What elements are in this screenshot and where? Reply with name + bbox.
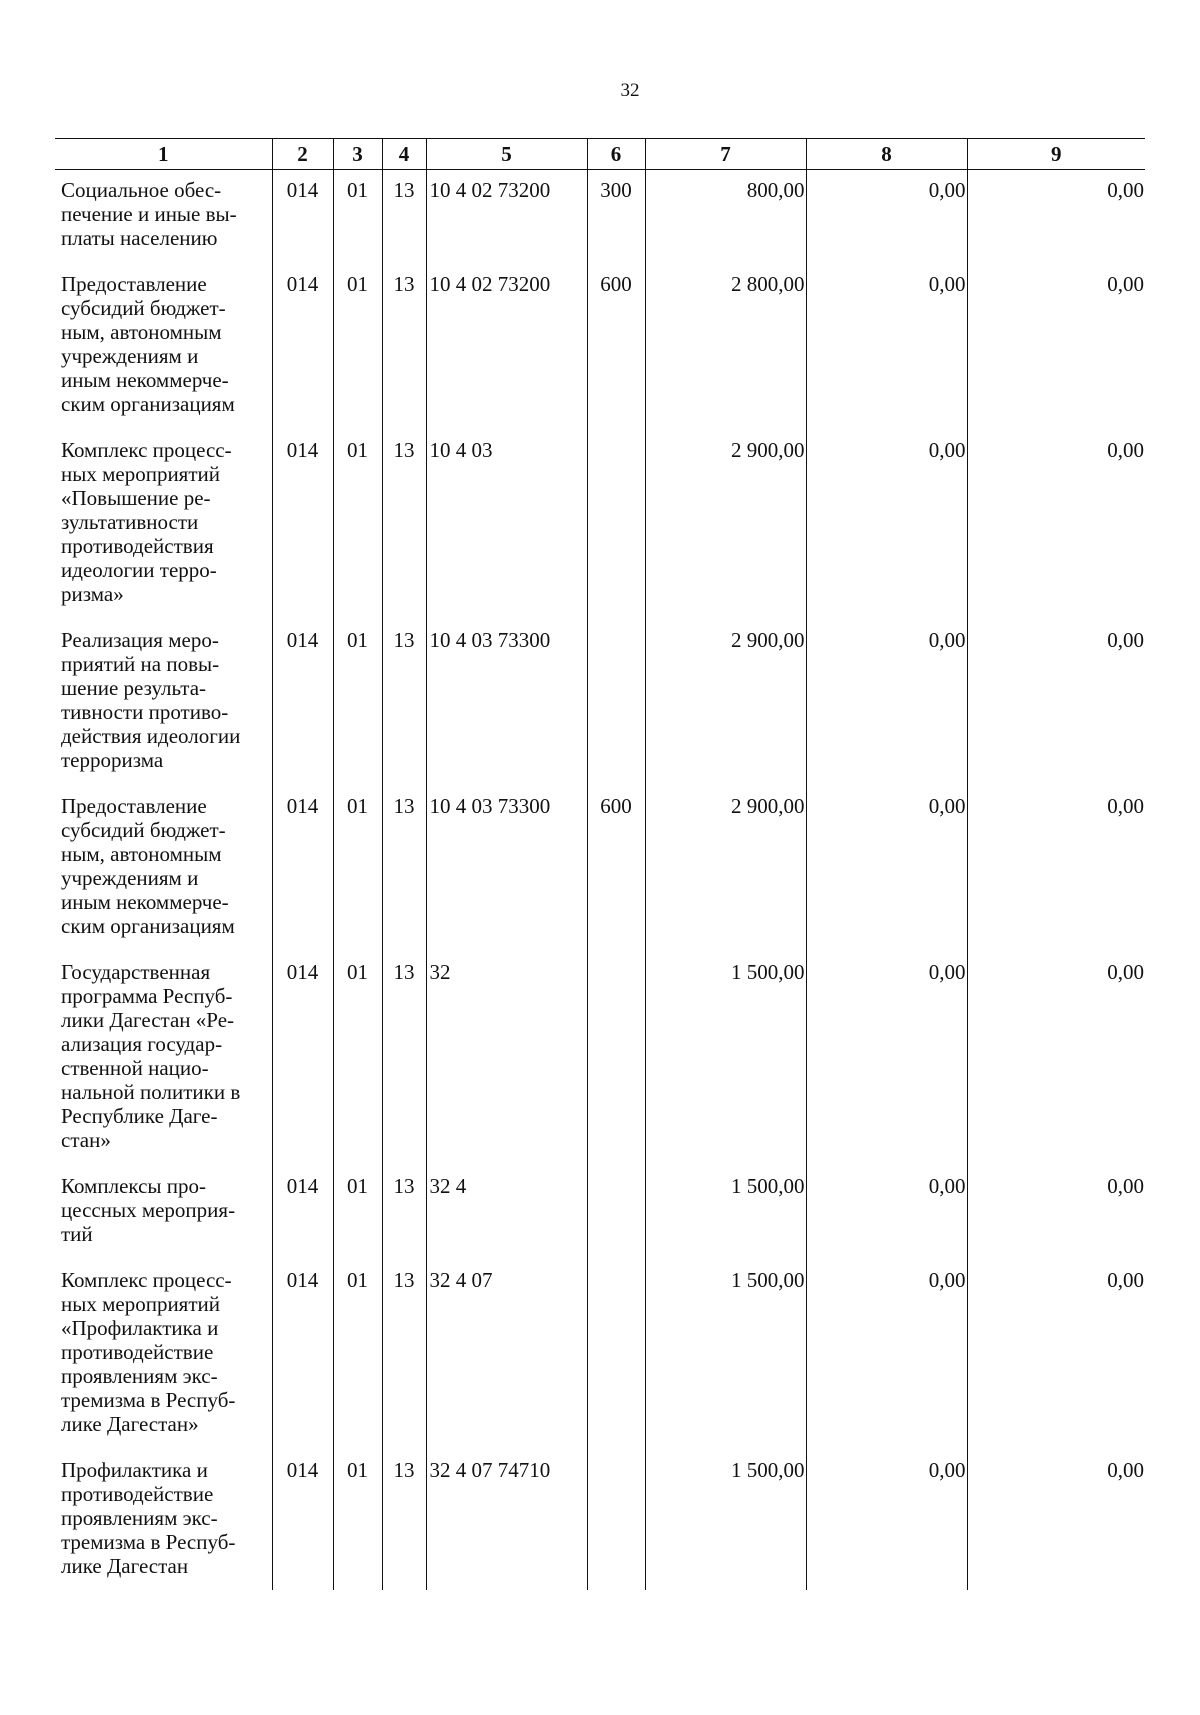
amount-col9-cell: [967, 620, 1145, 786]
amount-col8-text: 0,00: [928, 960, 966, 984]
section-code-text: 01: [347, 794, 368, 818]
expense-type-cell: [587, 1166, 645, 1260]
ministry-code-text: 014: [286, 628, 319, 652]
amount-col7-text: 2 900,00: [731, 438, 805, 462]
section-code-cell: [333, 1260, 382, 1450]
ministry-code-cell: [272, 1450, 333, 1590]
expense-name-cell: [55, 786, 272, 952]
section-code-text: 01: [347, 628, 368, 652]
target-article-text: 10 4 02 73200: [429, 178, 551, 202]
subsection-code-cell: [382, 952, 426, 1166]
page-number: 32: [620, 80, 640, 101]
amount-col7-cell: [645, 1260, 806, 1450]
section-code-cell: [333, 1450, 382, 1590]
target-article-cell: [426, 430, 587, 620]
section-code-text: 01: [347, 178, 368, 202]
column-header-6: 6: [587, 139, 645, 170]
expense-name-text: Комплексы про- цессных мероприя- тий: [61, 1174, 236, 1246]
amount-col9-cell: [967, 264, 1145, 430]
amount-col7-text: 1 500,00: [731, 1174, 805, 1198]
expense-name-text: Комплекс процесс- ных мероприятий «Профилактика и противодействие проявлениям экс- тремизма в Респуб- лике Дагестан»: [61, 1268, 236, 1436]
amount-col8-text: 0,00: [928, 178, 966, 202]
target-article-cell: [426, 786, 587, 952]
table-body: [55, 170, 1145, 1591]
section-code-cell: [333, 264, 382, 430]
amount-col9-text: 0,00: [1107, 1458, 1144, 1482]
ministry-code-text: 014: [286, 272, 319, 296]
expense-type-text: 600: [600, 272, 632, 296]
ministry-code-text: 014: [286, 438, 319, 462]
expense-name-text: Государственная программа Респуб- лики Дагестан «Ре- ализация государ- ственной нацио- нальной политики в Республике Даге- стан»: [61, 960, 241, 1152]
section-code-cell: [333, 786, 382, 952]
amount-col8-cell: [806, 264, 967, 430]
subsection-code-text: 13: [393, 438, 415, 462]
amount-col9-cell: [967, 1260, 1145, 1450]
target-article-cell: [426, 264, 587, 430]
amount-col9-cell: [967, 786, 1145, 952]
column-header-1: 1: [55, 139, 272, 170]
expense-name-cell: [55, 264, 272, 430]
subsection-code-text: 13: [393, 1458, 415, 1482]
amount-col9-cell: [967, 1166, 1145, 1260]
target-article-text: 32: [429, 960, 451, 984]
subsection-code-cell: [382, 1450, 426, 1590]
table-row: [55, 1260, 1145, 1450]
amount-col7-cell: [645, 264, 806, 430]
table-row: [55, 1450, 1145, 1590]
subsection-code-text: 13: [393, 1174, 415, 1198]
subsection-code-cell: [382, 1260, 426, 1450]
amount-col9-cell: [967, 170, 1145, 265]
ministry-code-cell: [272, 170, 333, 265]
expense-type-cell: [587, 430, 645, 620]
amount-col9-text: 0,00: [1107, 438, 1144, 462]
expense-name-cell: [55, 1166, 272, 1260]
expense-name-text: Комплекс процесс- ных мероприятий «Повышение ре- зультативности противодействия идеологии терро- ризма»: [61, 438, 232, 606]
ministry-code-cell: [272, 620, 333, 786]
column-header-8: 8: [806, 139, 967, 170]
expense-type-cell: [587, 620, 645, 786]
section-code-cell: [333, 952, 382, 1166]
expense-type-cell: [587, 786, 645, 952]
table-row: [55, 430, 1145, 620]
ministry-code-text: 014: [286, 1458, 319, 1482]
column-header-2: 2: [272, 139, 333, 170]
amount-col8-text: 0,00: [928, 438, 966, 462]
amount-col9-cell: [967, 952, 1145, 1166]
expense-name-text: Предоставление субсидий бюджет- ным, автономным учреждениям и иным некоммерче- ским организациям: [61, 794, 235, 938]
amount-col9-text: 0,00: [1107, 628, 1144, 652]
ministry-code-text: 014: [286, 794, 319, 818]
amount-col8-cell: [806, 620, 967, 786]
section-code-cell: [333, 430, 382, 620]
table-row: [55, 1166, 1145, 1260]
amount-col7-text: 800,00: [746, 178, 805, 202]
header-row: [55, 139, 1145, 170]
ministry-code-text: 014: [286, 1268, 319, 1292]
expense-type-cell: [587, 952, 645, 1166]
expense-name-cell: [55, 430, 272, 620]
target-article-text: 10 4 02 73200: [429, 272, 551, 296]
ministry-code-text: 014: [286, 178, 319, 202]
amount-col8-text: 0,00: [928, 1174, 966, 1198]
amount-col7-text: 2 800,00: [731, 272, 805, 296]
amount-col7-cell: [645, 786, 806, 952]
amount-col8-cell: [806, 1166, 967, 1260]
expense-name-cell: [55, 620, 272, 786]
amount-col9-text: 0,00: [1107, 272, 1144, 296]
target-article-text: 32 4 07: [429, 1268, 493, 1292]
amount-col9-cell: [967, 1450, 1145, 1590]
target-article-text: 10 4 03: [429, 438, 493, 462]
ministry-code-cell: [272, 1166, 333, 1260]
target-article-cell: [426, 620, 587, 786]
amount-col9-text: 0,00: [1107, 960, 1144, 984]
ministry-code-text: 014: [286, 960, 319, 984]
amount-col9-text: 0,00: [1107, 1174, 1144, 1198]
expense-name-text: Профилактика и противодействие проявлениям экс- тремизма в Респуб- лике Дагестан: [61, 1458, 236, 1578]
section-code-text: 01: [347, 1174, 368, 1198]
target-article-cell: [426, 170, 587, 265]
section-code-text: 01: [347, 1268, 368, 1292]
amount-col8-cell: [806, 1450, 967, 1590]
expense-name-cell: [55, 952, 272, 1166]
target-article-cell: [426, 1166, 587, 1260]
ministry-code-cell: [272, 952, 333, 1166]
expense-name-text: Социальное обес- печение и иные вы- платы населению: [61, 178, 237, 250]
ministry-code-cell: [272, 1260, 333, 1450]
amount-col8-cell: [806, 170, 967, 265]
expense-name-text: Реализация меро- приятий на повы- шение результа- тивности противо- действия идеологии терроризма: [61, 628, 241, 772]
section-code-cell: [333, 170, 382, 265]
expense-type-cell: [587, 264, 645, 430]
table-header: [55, 139, 1145, 170]
ministry-code-cell: [272, 264, 333, 430]
amount-col8-text: 0,00: [928, 272, 966, 296]
subsection-code-text: 13: [393, 1268, 415, 1292]
target-article-cell: [426, 1450, 587, 1590]
section-code-text: 01: [347, 960, 368, 984]
section-code-text: 01: [347, 1458, 368, 1482]
expense-name-cell: [55, 1260, 272, 1450]
amount-col7-cell: [645, 1450, 806, 1590]
target-article-cell: [426, 952, 587, 1166]
section-code-cell: [333, 620, 382, 786]
subsection-code-text: 13: [393, 628, 415, 652]
subsection-code-text: 13: [393, 178, 415, 202]
amount-col8-cell: [806, 952, 967, 1166]
ministry-code-cell: [272, 430, 333, 620]
amount-col7-cell: [645, 1166, 806, 1260]
amount-col7-text: 1 500,00: [731, 1268, 805, 1292]
budget-table: [55, 138, 1145, 1590]
amount-col8-cell: [806, 430, 967, 620]
amount-col8-text: 0,00: [928, 794, 966, 818]
subsection-code-text: 13: [393, 794, 415, 818]
target-article-text: 10 4 03 73300: [429, 628, 551, 652]
expense-type-cell: [587, 170, 645, 265]
target-article-text: 32 4 07 74710: [429, 1458, 551, 1482]
section-code-text: 01: [347, 438, 368, 462]
amount-col7-cell: [645, 952, 806, 1166]
amount-col7-cell: [645, 430, 806, 620]
table-row: [55, 170, 1145, 265]
section-code-text: 01: [347, 272, 368, 296]
subsection-code-cell: [382, 170, 426, 265]
amount-col7-text: 1 500,00: [731, 1458, 805, 1482]
subsection-code-cell: [382, 430, 426, 620]
amount-col7-text: 2 900,00: [731, 628, 805, 652]
column-header-3: 3: [333, 139, 382, 170]
target-article-text: 10 4 03 73300: [429, 794, 551, 818]
column-header-9: 9: [967, 139, 1145, 170]
amount-col8-text: 0,00: [928, 1268, 966, 1292]
table-row: [55, 264, 1145, 430]
expense-name-cell: [55, 1450, 272, 1590]
expense-type-cell: [587, 1450, 645, 1590]
amount-col9-text: 0,00: [1107, 794, 1144, 818]
subsection-code-cell: [382, 786, 426, 952]
expense-type-text: 300: [600, 178, 632, 202]
amount-col7-text: 1 500,00: [731, 960, 805, 984]
target-article-cell: [426, 1260, 587, 1450]
expense-name-cell: [55, 170, 272, 265]
column-header-5: 5: [426, 139, 587, 170]
amount-col8-cell: [806, 1260, 967, 1450]
expense-type-cell: [587, 1260, 645, 1450]
subsection-code-text: 13: [393, 960, 415, 984]
table-row: [55, 786, 1145, 952]
amount-col7-text: 2 900,00: [731, 794, 805, 818]
amount-col8-cell: [806, 786, 967, 952]
amount-col9-text: 0,00: [1107, 1268, 1144, 1292]
column-header-4: 4: [382, 139, 426, 170]
section-code-cell: [333, 1166, 382, 1260]
table-row: [55, 620, 1145, 786]
table-row: [55, 952, 1145, 1166]
expense-type-text: 600: [600, 794, 632, 818]
ministry-code-text: 014: [286, 1174, 319, 1198]
subsection-code-cell: [382, 620, 426, 786]
amount-col9-cell: [967, 430, 1145, 620]
amount-col7-cell: [645, 620, 806, 786]
expense-name-text: Предоставление субсидий бюджет- ным, автономным учреждениям и иным некоммерче- ским организациям: [61, 272, 235, 416]
subsection-code-cell: [382, 1166, 426, 1260]
target-article-text: 32 4: [429, 1174, 467, 1198]
column-header-7: 7: [645, 139, 806, 170]
amount-col8-text: 0,00: [928, 628, 966, 652]
amount-col9-text: 0,00: [1107, 178, 1144, 202]
amount-col8-text: 0,00: [928, 1458, 966, 1482]
ministry-code-cell: [272, 786, 333, 952]
subsection-code-cell: [382, 264, 426, 430]
subsection-code-text: 13: [393, 272, 415, 296]
amount-col7-cell: [645, 170, 806, 265]
